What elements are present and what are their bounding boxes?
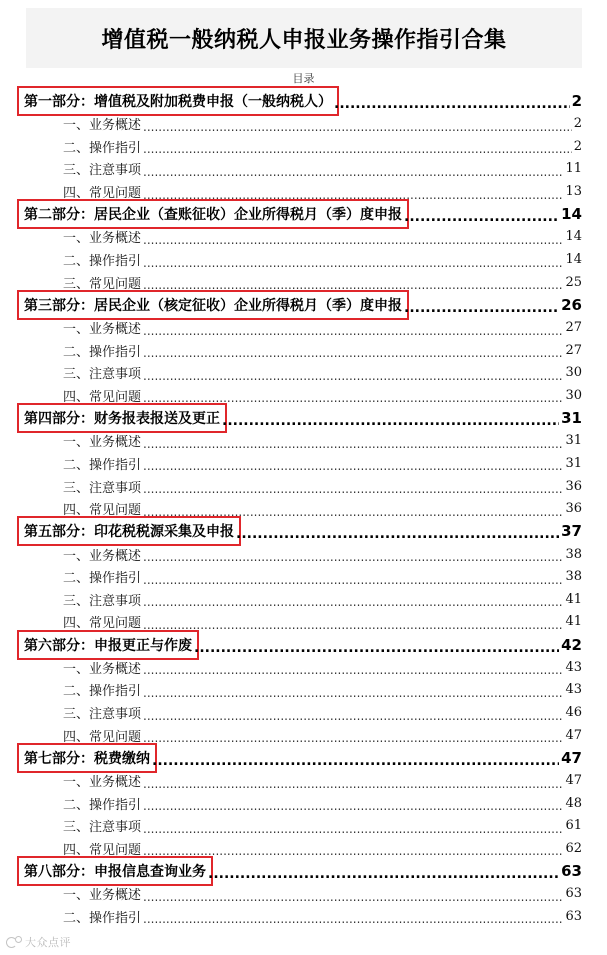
toc-page-number: 63: [565, 886, 582, 902]
dot-leader: [143, 844, 563, 858]
watermark: [6, 934, 71, 950]
toc-page-number: 42: [561, 635, 582, 654]
dot-leader: [143, 120, 572, 134]
toc-sub-title: 三、注意事项: [63, 163, 142, 179]
toc-sub-title: 四、常见问题: [63, 729, 142, 745]
dot-leader: [143, 686, 563, 700]
toc-sub-title: 三、注意事项: [63, 707, 142, 723]
toc-part-title: 第二部分：居民企业（查账征收）企业所得税月（季）度申报: [24, 204, 402, 224]
toc-sub-entry[interactable]: [24, 884, 582, 904]
toc-page-number: 37: [561, 522, 582, 541]
dot-leader: [143, 573, 563, 587]
toc-sub-title: 一、业务概述: [63, 661, 142, 677]
toc-part-title: 第一部分：增值税及附加税费申报（一般纳税人）: [24, 91, 332, 111]
dot-leader: [208, 866, 559, 882]
dot-leader: [143, 731, 563, 745]
dot-leader: [143, 324, 563, 338]
toc-sub-entry[interactable]: [24, 250, 582, 270]
dot-leader: [143, 369, 563, 383]
dot-leader: [143, 233, 563, 247]
toc-page-number: 11: [565, 161, 582, 177]
dot-leader: [143, 165, 563, 179]
dot-leader: [143, 391, 563, 405]
toc-part-title: 第三部分：居民企业（核定征收）企业所得税月（季）度申报: [24, 295, 402, 315]
toc-sub-title: 三、注意事项: [63, 593, 142, 609]
toc-sub-entry[interactable]: [24, 114, 582, 134]
dot-leader: [143, 709, 563, 723]
toc-part-title: 第七部分：税费缴纳: [24, 748, 150, 768]
toc-page-number: 62: [565, 840, 582, 856]
toc-sub-entry[interactable]: [24, 657, 582, 677]
toc-part-entry[interactable]: [24, 521, 582, 541]
toc-sub-title: 二、操作指引: [63, 344, 142, 360]
dot-leader: [143, 777, 563, 791]
toc-page-number: 47: [565, 773, 582, 788]
toc-page-number: 30: [565, 365, 582, 381]
toc-sub-entry[interactable]: [24, 340, 582, 360]
toc-sub-entry[interactable]: [24, 182, 582, 202]
toc-label: 目录: [292, 72, 315, 85]
toc-page-number: 41: [565, 614, 582, 630]
toc-sub-entry[interactable]: [24, 612, 582, 632]
toc-page-number: 63: [561, 862, 582, 881]
toc-page-number: 48: [565, 795, 582, 811]
toc-page-number: 38: [565, 569, 582, 585]
toc-page-number: 25: [565, 274, 582, 290]
toc-page-number: 47: [561, 748, 582, 767]
dot-leader: [143, 912, 563, 926]
toc-part-entry[interactable]: [24, 635, 582, 655]
toc-sub-entry[interactable]: [24, 453, 582, 473]
toc-part-entry[interactable]: [24, 861, 582, 881]
toc-sub-entry[interactable]: [24, 136, 582, 156]
toc-page-number: 14: [561, 205, 582, 224]
dot-leader: [404, 300, 559, 316]
toc-sub-title: 二、操作指引: [63, 140, 142, 156]
toc-page-number: 36: [565, 501, 582, 517]
toc-sub-title: 三、注意事项: [63, 820, 142, 836]
toc-sub-title: 二、操作指引: [63, 254, 142, 270]
toc-sub-title: 三、注意事项: [63, 367, 142, 383]
toc-sub-entry[interactable]: [24, 363, 582, 383]
toc-sub-entry[interactable]: [24, 431, 582, 451]
toc-sub-title: 一、业务概述: [63, 548, 142, 564]
toc-page-number: 31: [565, 433, 582, 449]
toc-sub-entry[interactable]: [24, 385, 582, 405]
dot-leader: [152, 753, 559, 769]
toc-page-number: 14: [565, 252, 582, 268]
toc-sub-entry[interactable]: [24, 567, 582, 587]
toc-sub-title: 三、常见问题: [63, 276, 142, 292]
dot-leader: [222, 413, 559, 429]
weibo-icon: [6, 936, 22, 948]
toc-sub-entry[interactable]: [24, 725, 582, 745]
toc-sub-entry[interactable]: [24, 838, 582, 858]
toc-part-title: 第六部分：申报更正与作废: [24, 635, 192, 655]
dot-leader: [143, 505, 563, 519]
toc-page-number: 38: [565, 546, 582, 562]
toc-part-entry[interactable]: [24, 295, 582, 315]
toc-sub-entry[interactable]: [24, 227, 582, 247]
toc-sub-entry[interactable]: [24, 589, 582, 609]
toc-page-number: 43: [565, 659, 582, 675]
toc-sub-entry[interactable]: [24, 703, 582, 723]
toc-page-number: 30: [565, 387, 582, 403]
dot-leader: [143, 595, 563, 609]
toc-sub-title: 一、业务概述: [63, 231, 142, 247]
toc-page-number: 14: [565, 229, 582, 245]
toc-part-title: 第四部分：财务报表报送及更正: [24, 408, 220, 428]
dot-leader: [143, 278, 563, 292]
watermark-text: 大众点评: [25, 936, 71, 949]
toc-part-title: 第八部分：申报信息查询业务: [24, 861, 206, 881]
dot-leader: [334, 96, 570, 112]
toc-sub-entry[interactable]: [24, 816, 582, 836]
toc-page-number: 31: [565, 455, 582, 471]
dot-leader: [143, 482, 563, 496]
dot-leader: [143, 142, 572, 156]
toc-sub-entry[interactable]: [24, 499, 582, 519]
dot-leader: [236, 526, 559, 542]
toc-page-number: 61: [565, 818, 582, 834]
toc-sub-entry[interactable]: [24, 476, 582, 496]
toc-sub-entry[interactable]: [24, 544, 582, 564]
dot-leader: [143, 550, 563, 564]
toc-sub-title: 二、操作指引: [63, 457, 142, 473]
dot-leader: [143, 822, 563, 836]
toc-sub-title: 四、常见问题: [63, 616, 142, 632]
toc-sub-title: 一、业务概述: [63, 775, 142, 790]
toc-page-number: 13: [565, 184, 582, 200]
toc-part-title: 第五部分：印花税税源采集及申报: [24, 521, 234, 541]
toc-page-number: 46: [565, 705, 582, 721]
toc-page-number: 26: [561, 295, 582, 314]
toc-sub-entry[interactable]: [24, 906, 582, 926]
toc-sub-title: 四、常见问题: [63, 842, 142, 858]
dot-leader: [143, 890, 563, 904]
toc-page-number: 36: [565, 478, 582, 494]
toc-part-entry[interactable]: [24, 91, 582, 111]
toc-page-number: 31: [561, 409, 582, 428]
toc-sub-entry[interactable]: [24, 793, 582, 813]
dot-leader: [143, 459, 563, 473]
toc-part-entry[interactable]: [24, 408, 582, 428]
dot-leader: [143, 346, 563, 360]
toc-sub-entry[interactable]: [24, 159, 582, 179]
dot-leader: [143, 618, 563, 632]
toc-sub-title: 二、操作指引: [63, 910, 142, 926]
toc-page-number: 2: [571, 92, 582, 110]
dot-leader: [404, 209, 559, 225]
toc-sub-title: 二、操作指引: [63, 797, 142, 813]
toc-sub-title: 一、业务概述: [63, 322, 142, 337]
toc-sub-entry[interactable]: [24, 318, 582, 338]
toc-sub-title: 二、操作指引: [63, 684, 142, 700]
toc-sub-entry[interactable]: [24, 272, 582, 292]
dot-leader: [194, 640, 559, 656]
document-title: 增值税一般纳税人申报业务操作指引合集: [101, 27, 507, 53]
toc-page-number: 41: [565, 591, 582, 607]
toc-sub-title: 四、常见问题: [63, 389, 142, 405]
dot-leader: [143, 799, 563, 813]
toc-sub-title: 一、业务概述: [63, 118, 142, 134]
toc-sub-title: 四、常见问题: [63, 503, 142, 519]
toc-part-entry[interactable]: [24, 748, 582, 768]
toc-sub-title: 二、操作指引: [63, 571, 142, 587]
toc-sub-entry[interactable]: [24, 771, 582, 791]
toc-sub-title: 四、常见问题: [63, 186, 142, 202]
toc-sub-title: 三、注意事项: [63, 480, 142, 496]
toc-part-entry[interactable]: [24, 204, 582, 224]
dot-leader: [143, 256, 563, 270]
dot-leader: [143, 437, 563, 451]
toc-sub-title: 一、业务概述: [63, 435, 142, 451]
toc-sub-entry[interactable]: [24, 680, 582, 700]
toc-page-number: 27: [565, 342, 582, 358]
toc-page-number: 63: [565, 908, 582, 924]
toc-page-number: 2: [573, 138, 582, 154]
toc-sub-title: 一、业务概述: [63, 888, 142, 904]
toc-page-number: 47: [565, 727, 582, 743]
dot-leader: [143, 663, 563, 677]
dot-leader: [143, 188, 563, 202]
toc-page-number: 2: [573, 116, 582, 132]
toc-page-number: 43: [565, 682, 582, 698]
toc-page-number: 27: [565, 320, 582, 335]
